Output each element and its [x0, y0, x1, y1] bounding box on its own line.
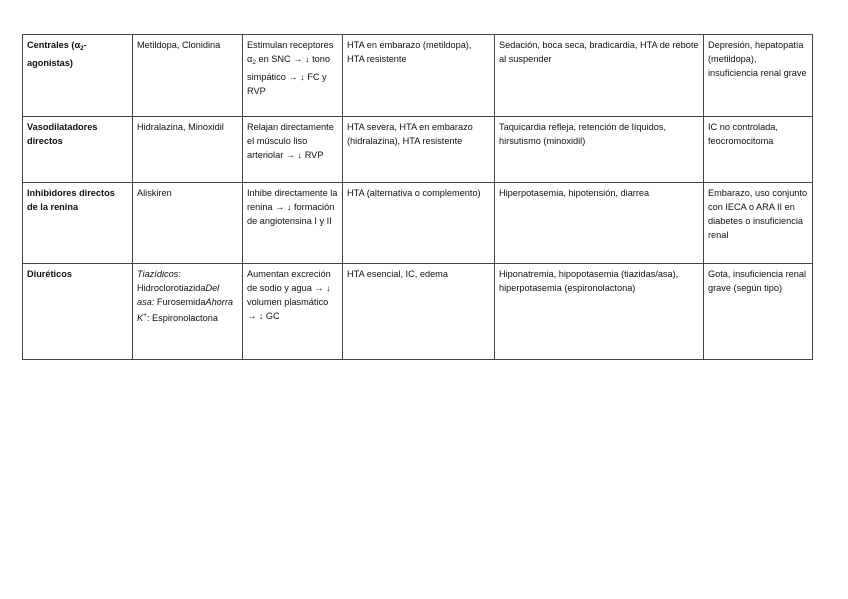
indications-cell: HTA severa, HTA en embarazo (hidralazina), HTA resistente [343, 117, 495, 183]
drugs-cell: Aliskiren [133, 183, 243, 264]
indications-cell: HTA esencial, IC, edema [343, 264, 495, 360]
contraindications-cell: Embarazo, uso conjunto con IECA o ARA II en diabetes o insuficiencia renal [704, 183, 813, 264]
adverse-effects-cell: Taquicardia refleja, retención de líquidos, hirsutismo (minoxidil) [495, 117, 704, 183]
drug-class-cell: Inhibidores directos de la renina [23, 183, 133, 264]
table-row [23, 117, 813, 183]
drugs-cell: Tiazídicos: HidroclorotiazidaDel asa: FurosemidaAhorra K+: Espironolactona [133, 264, 243, 360]
adverse-effects-cell: Sedación, boca seca, bradicardia, HTA de rebote al suspender [495, 35, 704, 117]
drugs-cell: Metildopa, Clonidina [133, 35, 243, 117]
contraindications-cell: Gota, insuficiencia renal grave (según tipo) [704, 264, 813, 360]
table-row [23, 183, 813, 264]
mechanism-cell: Aumentan excreción de sodio y agua → ↓ volumen plasmático → ↓ GC [243, 264, 343, 360]
contraindications-cell: IC no controlada, feocromocitoma [704, 117, 813, 183]
drug-class-cell: Diuréticos [23, 264, 133, 360]
mechanism-cell: Estimulan receptores $\alpha_2$ en SNC → ↓ tono simpático → ↓ FC y RVP [243, 35, 343, 117]
drug-class-cell: Centrales $(\alpha_2-agonistas)$ [23, 35, 133, 117]
adverse-effects-cell: Hiponatremia, hipopotasemia (tiazidas/asa), hiperpotasemia (espironolactona) [495, 264, 704, 360]
mechanism-cell: Relajan directamente el músculo liso arteriolar → ↓ RVP [243, 117, 343, 183]
mechanism-cell: Inhibe directamente la renina → ↓ formación de angiotensina I y II [243, 183, 343, 264]
indications-cell: HTA (alternativa o complemento) [343, 183, 495, 264]
contraindications-cell: Depresión, hepatopatía (metildopa), insuficiencia renal grave [704, 35, 813, 117]
indications-cell: HTA en embarazo (metildopa), HTA resistente [343, 35, 495, 117]
drug-table [22, 34, 813, 360]
table-row [23, 264, 813, 360]
adverse-effects-cell: Hiperpotasemia, hipotensión, diarrea [495, 183, 704, 264]
table-row [23, 35, 813, 117]
drugs-cell: Hidralazina, Minoxidil [133, 117, 243, 183]
drug-class-cell: Vasodilatadores directos [23, 117, 133, 183]
